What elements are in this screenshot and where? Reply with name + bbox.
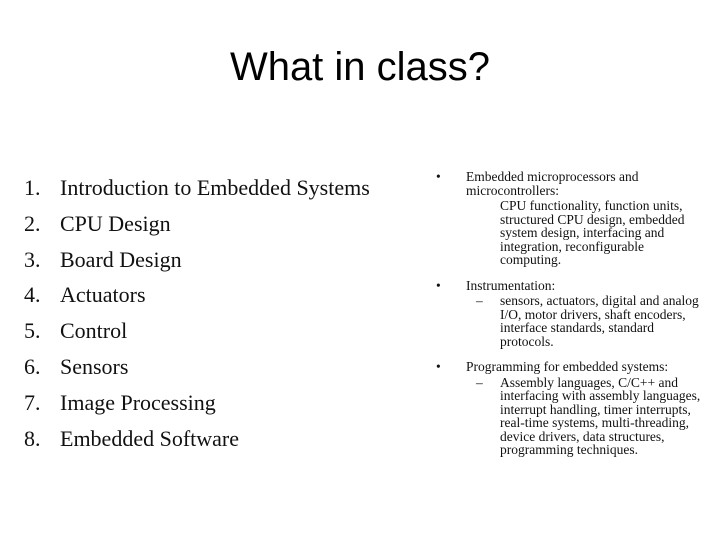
topic-detail: CPU functionality, function units, structured CPU design, embedded system design, interfacing and integration, reconfigurable computing. (500, 198, 685, 267)
list-number: 7. (24, 389, 41, 415)
dash-marker: – (476, 293, 483, 308)
bullet-marker: • (436, 169, 441, 184)
list-number: 8. (24, 425, 41, 451)
list-label: Control (60, 318, 128, 344)
topic-detail-item (466, 376, 706, 457)
list-number: 4. (24, 282, 41, 308)
course-list (24, 170, 370, 456)
list-number: 1. (24, 175, 41, 200)
list-label: CPU Design (60, 210, 171, 236)
topic-detail: Assembly languages, C/C++ and interfacing with assembly languages, interrupt handling, timer interrupts, real-time systems, multi-threading, device drivers, data structures, programming techniques. (500, 374, 701, 457)
list-number: 2. (24, 210, 41, 236)
topic-heading: Instrumentation: (466, 277, 556, 293)
dash-marker: – (476, 374, 483, 390)
topic-heading: Embedded microprocessors and microcontrollers: (466, 169, 639, 198)
course-list-item (24, 206, 370, 242)
bullet-marker: • (436, 277, 441, 293)
course-list-item (24, 313, 370, 349)
topic-detail-item (466, 199, 706, 267)
list-label: Sensors (60, 353, 129, 379)
course-list-item (24, 421, 370, 457)
topic-detail-item (466, 294, 706, 348)
list-label: Embedded Software (60, 425, 239, 451)
course-list-item (24, 349, 370, 385)
course-list-item (24, 385, 370, 421)
course-list-item (24, 170, 370, 206)
slide-title: What in class? (229, 45, 491, 89)
list-label: Actuators (60, 282, 146, 308)
topics-panel (436, 170, 706, 469)
topic-heading: Programming for embedded systems: (466, 359, 669, 374)
list-label: Board Design (60, 246, 182, 272)
topic-item (436, 279, 706, 349)
list-label: Introduction to Embedded Systems (60, 175, 370, 200)
topic-item (436, 170, 706, 267)
list-number: 3. (24, 246, 41, 272)
list-number: 5. (24, 318, 41, 344)
course-list-item (24, 242, 370, 278)
list-label: Image Processing (60, 389, 216, 415)
list-number: 6. (24, 353, 41, 379)
topic-item (436, 360, 706, 457)
topic-detail: sensors, actuators, digital and analog I/O, motor drivers, shaft encoders, interface standards, standard protocols. (500, 293, 699, 349)
bullet-marker: • (436, 359, 441, 374)
course-list-item (24, 277, 370, 313)
